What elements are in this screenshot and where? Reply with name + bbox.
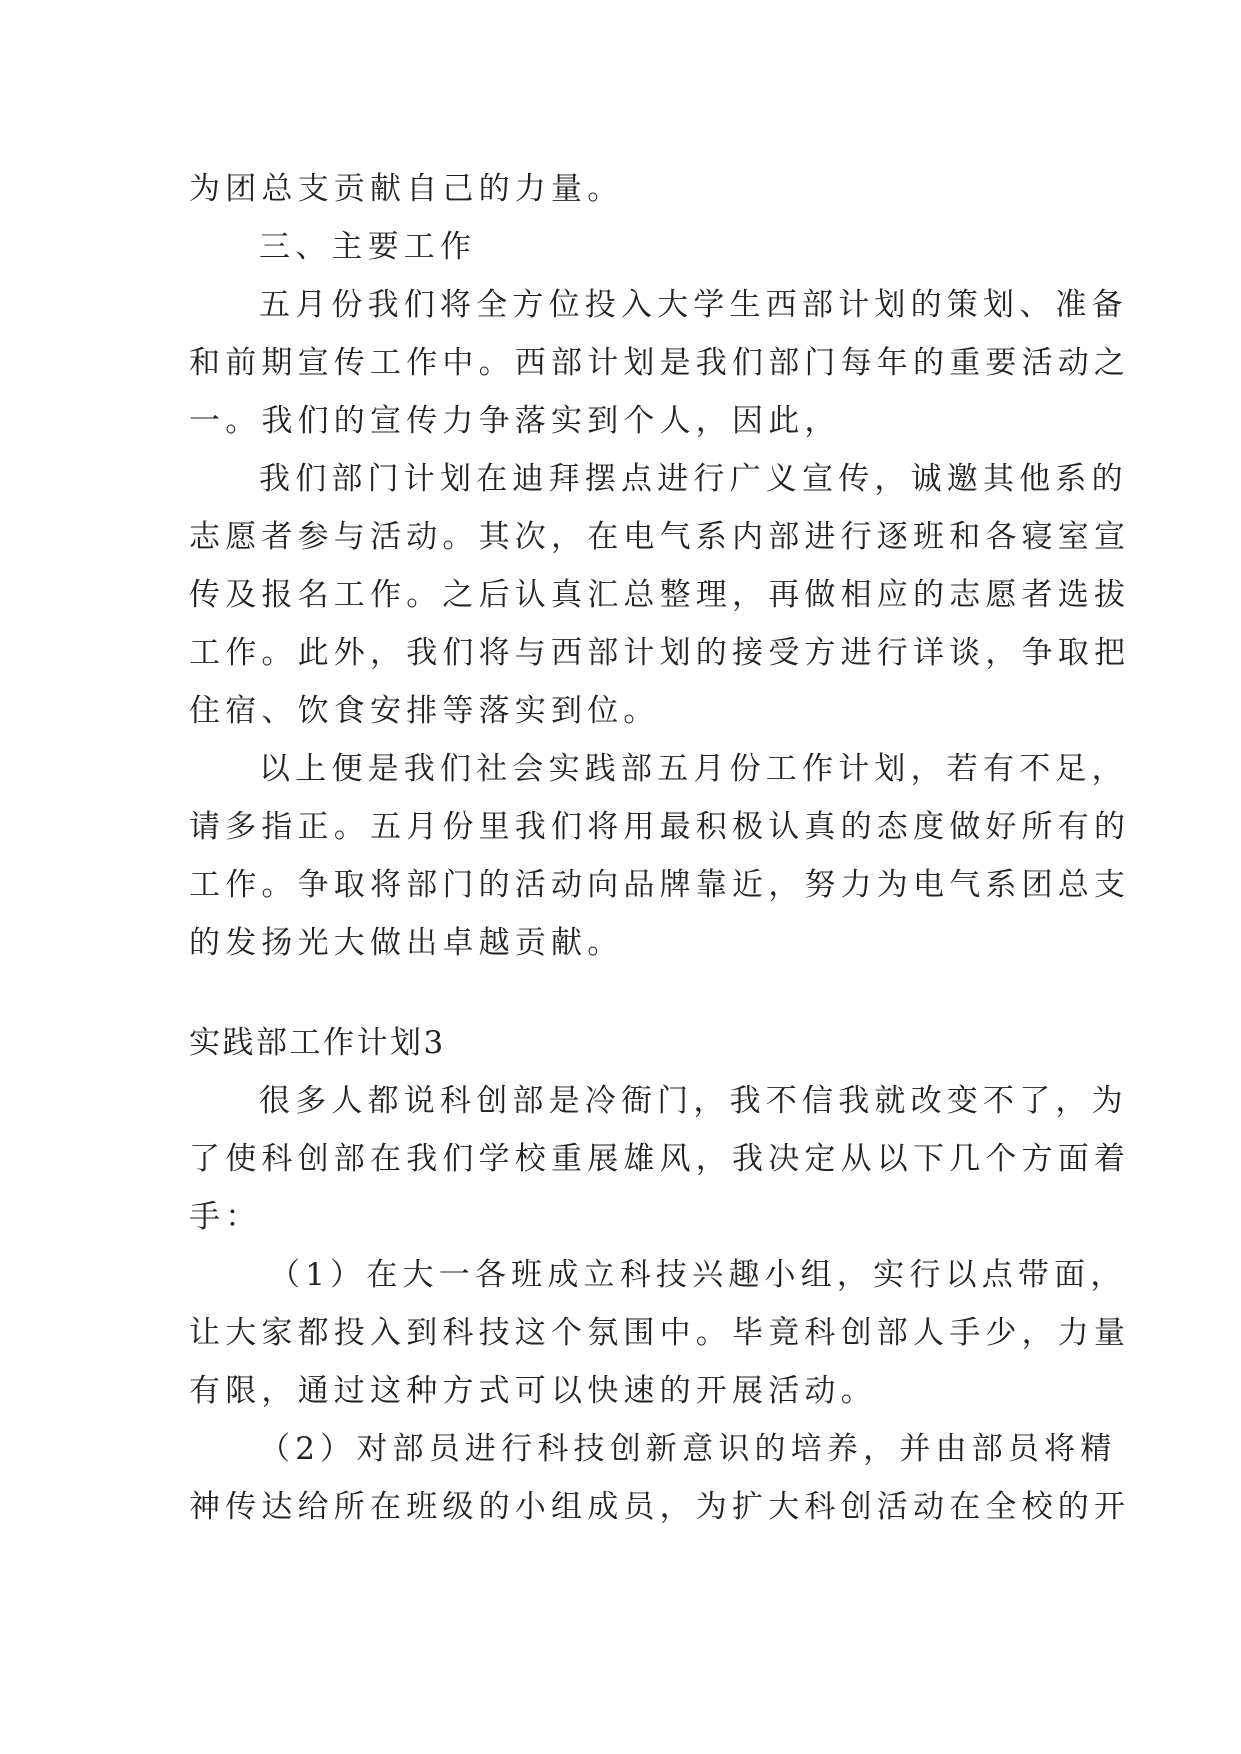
list-item-line: （2）对部员进行科技创新意识的培养，并由部员将精 <box>259 1431 1117 1467</box>
paragraph-line: 传及报名工作。之后认真汇总整理，再做相应的志愿者选拔 <box>189 577 1131 613</box>
paragraph-line: 一。我们的宣传力争落实到个人，因此， <box>189 403 841 439</box>
paragraph-line: 了使科创部在我们学校重展雄风，我决定从以下几个方面着 <box>189 1141 1131 1177</box>
paragraph-line: 五月份我们将全方位投入大学生西部计划的策划、准备 <box>259 287 1128 323</box>
paragraph-line: 请多指正。五月份里我们将用最积极认真的态度做好所有的 <box>189 809 1131 845</box>
document-heading: 实践部工作计划3 <box>189 1025 446 1061</box>
paragraph-line: 让大家都投入到科技这个氛围中。毕竟科创部人手少，力量 <box>189 1315 1131 1351</box>
paragraph-line: 的发扬光大做出卓越贡献。 <box>189 925 624 961</box>
paragraph-line: 为团总支贡献自己的力量。 <box>189 171 624 207</box>
paragraph-line: 我们部门计划在迪拜摆点进行广义宣传，诚邀其他系的 <box>259 461 1128 497</box>
paragraph-line: 很多人都说科创部是冷衙门，我不信我就改变不了，为 <box>259 1083 1128 1119</box>
paragraph-line: 以上便是我们社会实践部五月份工作计划，若有不足， <box>259 751 1128 787</box>
paragraph-line: 有限，通过这种方式可以快速的开展活动。 <box>189 1373 877 1409</box>
paragraph-gap <box>189 972 1057 1014</box>
section-heading: 三、主要工作 <box>259 229 477 265</box>
document-body <box>189 160 1131 1536</box>
paragraph-line: 志愿者参与活动。其次，在电气系内部进行逐班和各寝室宣 <box>189 519 1131 555</box>
paragraph-line: 住宿、饮食安排等落实到位。 <box>189 693 660 729</box>
list-item-line: （1）在大一各班成立科技兴趣小组，实行以点带面， <box>269 1257 1127 1293</box>
paragraph-line: 手： <box>189 1199 262 1235</box>
paragraph-line: 和前期宣传工作中。西部计划是我们部门每年的重要活动之 <box>189 345 1131 381</box>
paragraph-line: 神传达给所在班级的小组成员，为扩大科创活动在全校的开 <box>189 1489 1131 1525</box>
paragraph-line: 工作。争取将部门的活动向品牌靠近，努力为电气系团总支 <box>189 867 1131 903</box>
paragraph-line: 工作。此外，我们将与西部计划的接受方进行详谈，争取把 <box>189 635 1131 671</box>
